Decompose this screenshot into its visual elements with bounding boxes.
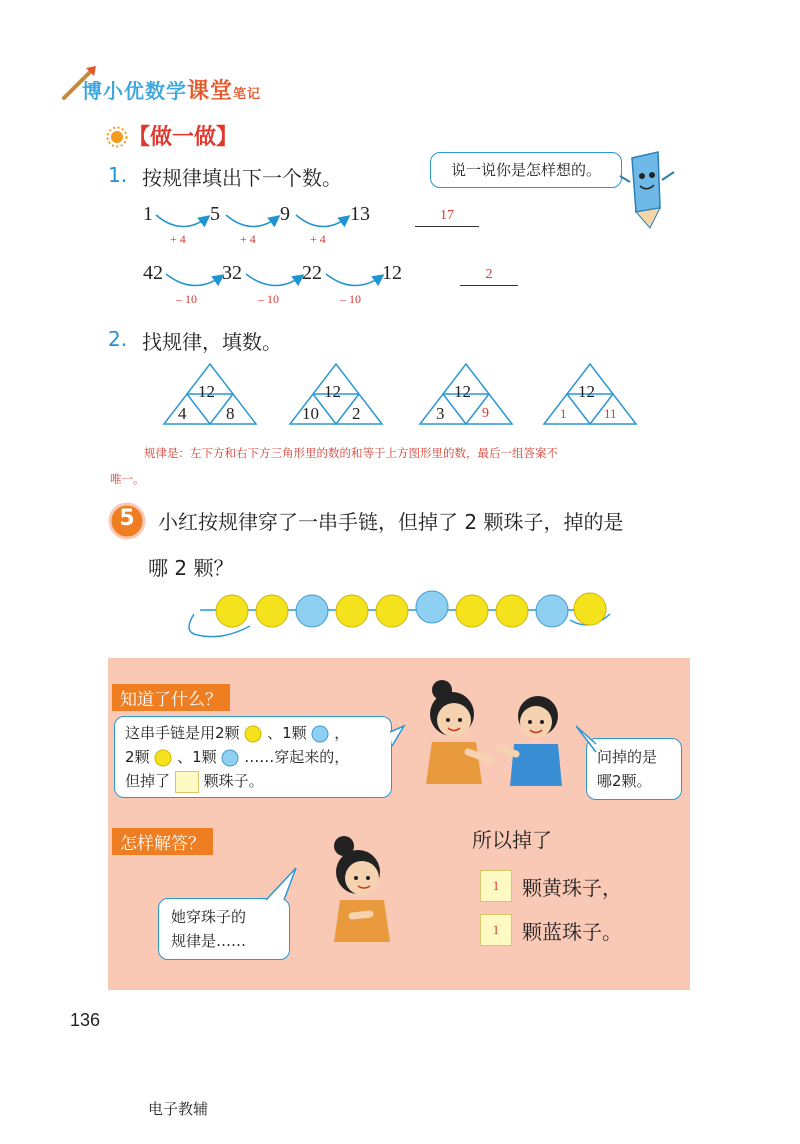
yellow-text: 颗黄珠子， <box>522 876 622 900</box>
yellow-bead-icon <box>154 749 172 767</box>
bracelet-beads <box>180 586 620 646</box>
seq2-num-1: 42 <box>143 262 163 284</box>
q1-number: 1. <box>108 163 128 187</box>
seq1-step-1: + 4 <box>170 232 186 246</box>
triangle-2-right: 2 <box>352 404 361 423</box>
girl-bubble: 她穿珠子的 规律是…… <box>158 898 290 960</box>
brand-title: 博小优数学课堂笔记 <box>82 79 262 104</box>
bead-1 <box>216 595 248 627</box>
seq1-num-1: 1 <box>143 203 153 225</box>
seq1-num-3: 9 <box>280 203 290 225</box>
girl-bubble-tail <box>258 866 298 902</box>
boy-bubble: 问掉的是 哪2颗。 <box>586 738 682 800</box>
known-box: 这串手链是用2颗 、1颗 ， 2颗 、1颗 ……穿起来的， 但掉了 颗珠子。 <box>114 716 392 798</box>
blue-bead-icon <box>311 725 329 743</box>
missing-count-box[interactable] <box>175 771 199 793</box>
bead-8 <box>496 595 528 627</box>
triangle-3-left: 3 <box>436 404 445 423</box>
rule-line-2: 唯一。 <box>110 472 145 486</box>
brand-logo <box>60 62 310 112</box>
q1-text: 按规律填出下一个数。 <box>142 166 342 190</box>
triangle-4-top: 12 <box>578 382 595 401</box>
triangle-4-right: 11 <box>604 406 617 421</box>
seq1-step-3: + 4 <box>310 232 326 246</box>
bead-4 <box>336 595 368 627</box>
triangle-3-right: 9 <box>482 406 489 421</box>
how-tag: 怎样解答？ <box>112 828 213 855</box>
triangle-4 <box>542 362 638 426</box>
bead-9 <box>536 595 568 627</box>
known-box-tail <box>390 724 410 754</box>
triangle-1-left: 4 <box>178 404 187 423</box>
result-title: 所以掉了 <box>472 828 552 852</box>
triangle-2 <box>288 362 384 426</box>
yellow-bead-icon <box>244 725 262 743</box>
triangle-3 <box>418 362 514 426</box>
known-tag: 知道了什么？ <box>112 684 230 711</box>
problem-5-line-1: 小红按规律穿了一串手链，但掉了 2 颗珠子，掉的是 <box>158 510 624 534</box>
seq2-step-2: – 10 <box>258 292 279 306</box>
rule-line-1: 规律是：左下方和右下方三角形里的数的和等于上方图形里的数，最后一组答案不 <box>144 446 558 460</box>
bead-6 <box>416 591 448 623</box>
sun-icon <box>106 126 128 152</box>
footer-text: 电子教辅 <box>148 1100 209 1118</box>
q2-text: 找规律，填数。 <box>142 330 282 354</box>
bead-7 <box>456 595 488 627</box>
page-number: 136 <box>70 1010 101 1030</box>
triangle-2-left: 10 <box>302 404 319 423</box>
bead-3 <box>296 595 328 627</box>
seq2-num-3: 22 <box>302 262 322 284</box>
boy-bubble-tail <box>574 724 598 754</box>
seq1-step-2: + 4 <box>240 232 256 246</box>
bead-2 <box>256 595 288 627</box>
boy-illustration <box>494 690 574 790</box>
bead-5 <box>376 595 408 627</box>
blue-text: 颗蓝珠子。 <box>522 920 622 944</box>
hint-bubble: 说一说你是怎样想的。 <box>430 152 622 188</box>
seq2-arrows <box>160 264 390 294</box>
seq2-num-4: 12 <box>382 262 402 284</box>
blue-count-answer[interactable]: 1 <box>480 914 512 946</box>
triangle-1-top: 12 <box>198 382 215 401</box>
triangle-2-top: 12 <box>324 382 341 401</box>
problem-5-line-2: 哪 2 颗？ <box>148 556 234 580</box>
girl-illustration <box>408 680 498 790</box>
q2-number: 2. <box>108 327 128 351</box>
section-title: 【做一做】 <box>128 125 239 150</box>
seq2-step-3: – 10 <box>340 292 361 306</box>
seq1-num-4: 13 <box>350 203 370 225</box>
seq1-arrows <box>150 205 360 235</box>
problem-5-badge: 5 <box>108 502 146 540</box>
seq2-step-1: – 10 <box>176 292 197 306</box>
triangle-1-right: 8 <box>226 404 235 423</box>
yellow-count-answer[interactable]: 1 <box>480 870 512 902</box>
triangle-3-top: 12 <box>454 382 471 401</box>
seq2-num-2: 32 <box>222 262 242 284</box>
girl-thinking-illustration <box>314 836 404 948</box>
solution-panel <box>108 658 690 990</box>
seq1-answer: 17 <box>415 208 479 227</box>
seq2-answer: 2 <box>460 267 518 286</box>
seq1-num-2: 5 <box>210 203 220 225</box>
triangle-1 <box>162 362 258 426</box>
bead-10 <box>574 593 606 625</box>
pencil-mascot-icon <box>618 150 688 230</box>
triangle-4-left: 1 <box>560 406 567 421</box>
blue-bead-icon <box>221 749 239 767</box>
